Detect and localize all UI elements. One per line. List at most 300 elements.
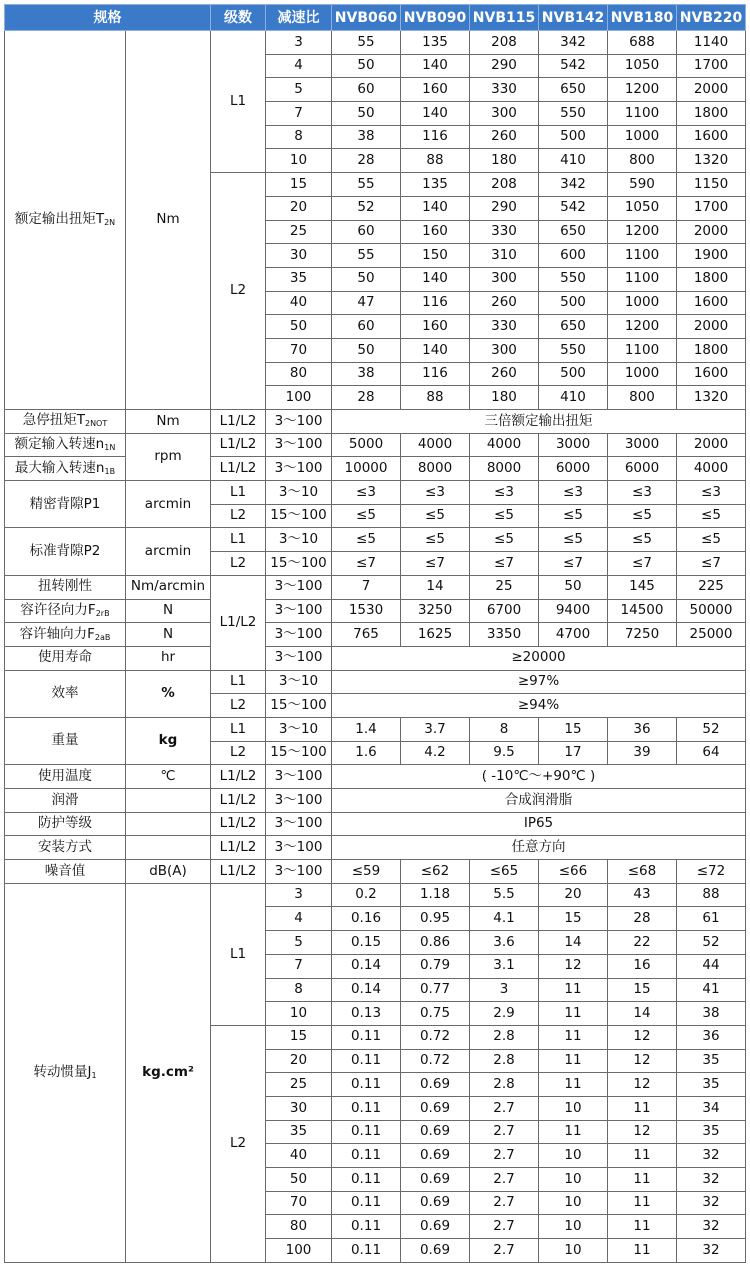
value-cell bbox=[401, 1120, 470, 1144]
value-cell bbox=[608, 220, 677, 244]
value-cell-text: 0.15 bbox=[350, 933, 382, 950]
value-cell-text: 0.69 bbox=[419, 1217, 451, 1234]
value-cell bbox=[539, 481, 608, 505]
value-cell-text: 135 bbox=[422, 175, 448, 192]
value-cell bbox=[677, 457, 746, 481]
value-cell bbox=[470, 1073, 539, 1097]
ratio-cell-text: 15～100 bbox=[270, 507, 327, 524]
value-cell-text: 2.7 bbox=[493, 1194, 515, 1211]
stage-cell-text: L1 bbox=[229, 945, 247, 962]
table-row bbox=[5, 765, 746, 789]
ratio-cell-text: 15 bbox=[289, 1028, 308, 1045]
value-cell-text: 290 bbox=[491, 199, 517, 216]
value-cell-text: 0.72 bbox=[419, 1028, 451, 1045]
subscript: 2aB bbox=[94, 632, 111, 642]
value-cell-text: 11 bbox=[564, 1028, 582, 1045]
value-cell-text: 0.69 bbox=[419, 1146, 451, 1163]
value-cell bbox=[677, 575, 746, 599]
value-cell bbox=[677, 338, 746, 362]
value-cell-text: 1000 bbox=[624, 128, 660, 145]
value-cell-text: 55 bbox=[357, 246, 375, 263]
value-cell-text: 410 bbox=[560, 388, 586, 405]
value-cell-text: 43 bbox=[633, 886, 651, 903]
value-cell bbox=[539, 291, 608, 315]
value-cell-text: ≤7 bbox=[425, 554, 445, 571]
value-cell bbox=[401, 552, 470, 576]
weight-label-text: 重量 bbox=[51, 732, 79, 749]
ratio-cell bbox=[266, 860, 332, 884]
ratio-cell bbox=[266, 931, 332, 955]
ratio-cell-text: 25 bbox=[289, 223, 308, 240]
value-cell bbox=[677, 291, 746, 315]
ratio-cell bbox=[266, 528, 332, 552]
value-cell bbox=[332, 860, 401, 884]
value-cell bbox=[539, 338, 608, 362]
stage-cell bbox=[211, 670, 266, 694]
ratio-cell bbox=[266, 907, 332, 931]
value-cell bbox=[539, 1191, 608, 1215]
stage-cell-text: L1/L2 bbox=[219, 412, 257, 429]
value-cell bbox=[401, 244, 470, 268]
stage-cell-text: L2 bbox=[229, 696, 247, 713]
ratio-cell bbox=[266, 599, 332, 623]
value-cell-text: 1100 bbox=[624, 341, 660, 358]
value-cell bbox=[401, 504, 470, 528]
stage-cell-text: L1/L2 bbox=[219, 436, 257, 453]
value-cell-text: 2.7 bbox=[493, 1170, 515, 1187]
value-cell-text: ≤65 bbox=[489, 862, 519, 879]
value-cell bbox=[332, 552, 401, 576]
stage-cell-text: L1 bbox=[229, 720, 247, 737]
value-cell bbox=[608, 1239, 677, 1263]
value-cell-text: 22 bbox=[633, 933, 651, 950]
estop-label-text: 急停扭矩T bbox=[22, 412, 85, 429]
table-row bbox=[5, 883, 746, 907]
ratio-cell-text: 4 bbox=[294, 57, 303, 74]
value-cell-text: 25 bbox=[495, 578, 513, 595]
stage-cell-text: L2 bbox=[229, 282, 247, 299]
value-cell bbox=[608, 31, 677, 55]
value-cell bbox=[332, 220, 401, 244]
value-cell bbox=[539, 267, 608, 291]
ratio-cell bbox=[266, 1002, 332, 1026]
axial-label bbox=[5, 623, 126, 647]
value-cell bbox=[470, 125, 539, 149]
value-cell bbox=[401, 149, 470, 173]
header-model: NVB060 bbox=[332, 5, 401, 31]
value-cell-text: 1.6 bbox=[355, 744, 377, 761]
value-cell-text: 116 bbox=[422, 294, 448, 311]
ratio-cell-text: 35 bbox=[289, 270, 308, 287]
value-cell-text: 4000 bbox=[417, 436, 453, 453]
value-cell bbox=[539, 504, 608, 528]
value-cell bbox=[470, 1239, 539, 1263]
value-cell-text: 116 bbox=[422, 128, 448, 145]
value-cell-text: ≤3 bbox=[701, 483, 721, 500]
value-cell bbox=[608, 1096, 677, 1120]
ratio-cell-text: 3 bbox=[294, 33, 303, 50]
ratio-cell-text: 15 bbox=[289, 175, 308, 192]
value-cell-text: 2.9 bbox=[493, 1004, 515, 1021]
value-cell bbox=[608, 149, 677, 173]
value-cell bbox=[677, 1049, 746, 1073]
max-speed-label bbox=[5, 457, 126, 481]
value-cell-text: 160 bbox=[422, 317, 448, 334]
value-cell-text: 0.14 bbox=[350, 981, 382, 998]
ratio-cell-text: 3～100 bbox=[274, 649, 323, 666]
value-cell-text: 1600 bbox=[693, 365, 729, 382]
value-cell-text: ≤3 bbox=[632, 483, 652, 500]
value-cell-text: 0.69 bbox=[419, 1099, 451, 1116]
ratio-cell bbox=[266, 1025, 332, 1049]
value-cell bbox=[608, 244, 677, 268]
stage-cell bbox=[211, 575, 266, 670]
value-cell-text: 0.11 bbox=[350, 1217, 382, 1234]
value-cell bbox=[539, 1049, 608, 1073]
value-cell bbox=[470, 1144, 539, 1168]
value-cell-text: 36 bbox=[633, 720, 651, 737]
value-cell bbox=[470, 31, 539, 55]
value-cell bbox=[401, 362, 470, 386]
mount-unit bbox=[126, 836, 211, 860]
value-cell bbox=[401, 978, 470, 1002]
value-cell-text: 1050 bbox=[624, 199, 660, 216]
table-row bbox=[5, 481, 746, 505]
value-cell bbox=[401, 54, 470, 78]
value-cell-text: 0.11 bbox=[350, 1052, 382, 1069]
value-cell-text: ≤7 bbox=[563, 554, 583, 571]
value-cell-text: ≤7 bbox=[494, 554, 514, 571]
value-cell bbox=[401, 575, 470, 599]
value-cell bbox=[470, 1002, 539, 1026]
value-cell-text: 2.8 bbox=[493, 1028, 515, 1045]
value-cell bbox=[608, 623, 677, 647]
backlash_p1-unit-text: arcmin bbox=[144, 495, 192, 512]
value-cell bbox=[470, 528, 539, 552]
value-cell bbox=[332, 338, 401, 362]
value-cell bbox=[608, 741, 677, 765]
value-cell bbox=[401, 717, 470, 741]
ratio-cell-text: 70 bbox=[289, 1194, 308, 1211]
value-cell bbox=[470, 575, 539, 599]
ratio-cell bbox=[266, 623, 332, 647]
ratio-cell bbox=[266, 457, 332, 481]
value-cell-text: 10 bbox=[564, 1170, 582, 1187]
table-row bbox=[5, 860, 746, 884]
ratio-cell-text: 5 bbox=[294, 80, 303, 97]
value-cell bbox=[677, 1191, 746, 1215]
value-cell bbox=[470, 433, 539, 457]
value-cell-text: 0.11 bbox=[350, 1146, 382, 1163]
value-cell-text: 38 bbox=[702, 1004, 720, 1021]
value-cell bbox=[470, 457, 539, 481]
lube-label bbox=[5, 789, 126, 813]
ratio-cell-text: 3～100 bbox=[274, 767, 323, 784]
value-cell-text: 0.11 bbox=[350, 1028, 382, 1045]
ratio-cell-text: 8 bbox=[294, 128, 303, 145]
value-cell-text: 2.7 bbox=[493, 1241, 515, 1258]
value-cell-text: 7250 bbox=[624, 625, 660, 642]
value-cell bbox=[539, 54, 608, 78]
ratio-cell bbox=[266, 149, 332, 173]
table-row bbox=[5, 812, 746, 836]
merged-value-cell-text: 合成润滑脂 bbox=[504, 791, 573, 808]
value-cell-text: 12 bbox=[633, 1028, 651, 1045]
ratio-cell bbox=[266, 717, 332, 741]
value-cell bbox=[401, 883, 470, 907]
ratio-cell-text: 15～100 bbox=[270, 744, 327, 761]
value-cell bbox=[677, 954, 746, 978]
table-row bbox=[5, 670, 746, 694]
value-cell-text: 590 bbox=[629, 175, 655, 192]
value-cell-text: 0.14 bbox=[350, 957, 382, 974]
value-cell-text: 14500 bbox=[620, 602, 664, 619]
value-cell-text: 10 bbox=[564, 1099, 582, 1116]
ratio-cell-text: 30 bbox=[289, 1099, 308, 1116]
value-cell bbox=[332, 173, 401, 197]
value-cell bbox=[401, 102, 470, 126]
ratio-cell-text: 5 bbox=[294, 933, 303, 950]
stage-cell-text: L1/L2 bbox=[219, 838, 257, 855]
value-cell bbox=[608, 386, 677, 410]
value-cell-text: 1320 bbox=[693, 152, 729, 169]
merged-value-cell-text: ≥97% bbox=[517, 673, 560, 690]
value-cell-text: 550 bbox=[560, 341, 586, 358]
value-cell bbox=[332, 315, 401, 339]
ratio-cell bbox=[266, 812, 332, 836]
value-cell-text: 1625 bbox=[417, 625, 453, 642]
value-cell bbox=[470, 315, 539, 339]
value-cell-text: 15 bbox=[564, 910, 582, 927]
value-cell-text: 310 bbox=[491, 246, 517, 263]
ratio-cell bbox=[266, 315, 332, 339]
value-cell-text: 0.86 bbox=[419, 933, 451, 950]
ratio-cell-text: 10 bbox=[289, 1004, 308, 1021]
stage-cell bbox=[211, 860, 266, 884]
estop-label bbox=[5, 410, 126, 434]
value-cell bbox=[401, 125, 470, 149]
value-cell bbox=[608, 1215, 677, 1239]
value-cell bbox=[539, 1002, 608, 1026]
stage-cell-text: L2 bbox=[229, 744, 247, 761]
ratio-cell bbox=[266, 220, 332, 244]
weight-unit-text: kg bbox=[158, 732, 178, 749]
mount-label bbox=[5, 836, 126, 860]
value-cell bbox=[539, 1168, 608, 1192]
value-cell-text: 6000 bbox=[624, 459, 660, 476]
value-cell bbox=[608, 717, 677, 741]
value-cell bbox=[332, 481, 401, 505]
value-cell bbox=[608, 1049, 677, 1073]
value-cell-text: ≤7 bbox=[632, 554, 652, 571]
value-cell-text: ≤3 bbox=[425, 483, 445, 500]
value-cell bbox=[608, 1120, 677, 1144]
value-cell-text: 300 bbox=[491, 270, 517, 287]
value-cell-text: 1800 bbox=[693, 341, 729, 358]
value-cell bbox=[470, 149, 539, 173]
ratio-cell-text: 3～10 bbox=[278, 720, 319, 737]
value-cell-text: 208 bbox=[491, 33, 517, 50]
header-row bbox=[5, 5, 746, 31]
stage-cell bbox=[211, 173, 266, 410]
ratio-cell bbox=[266, 244, 332, 268]
value-cell-text: 3 bbox=[499, 981, 509, 998]
value-cell-text: 140 bbox=[422, 341, 448, 358]
value-cell bbox=[470, 220, 539, 244]
stage-cell-text: L1/L2 bbox=[219, 767, 257, 784]
value-cell-text: 52 bbox=[357, 199, 375, 216]
value-cell bbox=[401, 196, 470, 220]
ratio-cell-text: 10 bbox=[289, 152, 308, 169]
value-cell-text: 800 bbox=[629, 152, 655, 169]
value-cell bbox=[470, 623, 539, 647]
value-cell bbox=[539, 196, 608, 220]
efficiency-label-text: 效率 bbox=[51, 685, 79, 701]
value-cell-text: 1050 bbox=[624, 57, 660, 74]
value-cell-text: 4700 bbox=[555, 625, 591, 642]
value-cell-text: 35 bbox=[702, 1052, 720, 1069]
value-cell-text: 8000 bbox=[486, 459, 522, 476]
ratio-cell-text: 20 bbox=[289, 1052, 308, 1069]
ratio-cell bbox=[266, 125, 332, 149]
ratio-cell bbox=[266, 196, 332, 220]
value-cell bbox=[401, 267, 470, 291]
value-cell bbox=[677, 599, 746, 623]
value-cell-text: 50 bbox=[564, 578, 582, 595]
value-cell bbox=[332, 931, 401, 955]
value-cell bbox=[470, 244, 539, 268]
stage-cell bbox=[211, 883, 266, 1025]
spec-table bbox=[4, 4, 746, 1263]
ratio-cell-text: 3～100 bbox=[274, 791, 323, 808]
stage-cell bbox=[211, 717, 266, 741]
stage-cell bbox=[211, 31, 266, 173]
value-cell-text: 2.7 bbox=[493, 1217, 515, 1234]
value-cell bbox=[332, 78, 401, 102]
value-cell bbox=[608, 78, 677, 102]
merged-value-cell-text: ( -10℃～+90℃ ) bbox=[481, 767, 596, 784]
value-cell-text: 10 bbox=[564, 1194, 582, 1211]
value-cell bbox=[608, 907, 677, 931]
value-cell bbox=[470, 741, 539, 765]
ratio-cell bbox=[266, 765, 332, 789]
value-cell-text: ≤5 bbox=[563, 507, 583, 524]
value-cell-text: 28 bbox=[357, 152, 375, 169]
temp-label bbox=[5, 765, 126, 789]
table-row bbox=[5, 789, 746, 813]
stage-cell bbox=[211, 433, 266, 457]
value-cell bbox=[677, 1096, 746, 1120]
value-cell-text: 36 bbox=[702, 1028, 720, 1045]
value-cell bbox=[677, 504, 746, 528]
value-cell-text: 2000 bbox=[693, 223, 729, 240]
value-cell-text: 14 bbox=[633, 1004, 651, 1021]
merged-value-cell bbox=[332, 410, 746, 434]
stage-cell-text: L1 bbox=[229, 531, 247, 548]
value-cell bbox=[539, 931, 608, 955]
value-cell bbox=[401, 31, 470, 55]
value-cell-text: ≤5 bbox=[494, 531, 514, 548]
value-cell-text: ≤5 bbox=[632, 507, 652, 524]
value-cell-text: 542 bbox=[560, 199, 586, 216]
ratio-cell-text: 3～100 bbox=[274, 602, 323, 619]
value-cell bbox=[470, 78, 539, 102]
value-cell-text: 1200 bbox=[624, 223, 660, 240]
value-cell bbox=[677, 78, 746, 102]
value-cell bbox=[332, 623, 401, 647]
ratio-cell-text: 20 bbox=[289, 199, 308, 216]
value-cell bbox=[470, 54, 539, 78]
value-cell-text: 500 bbox=[560, 294, 586, 311]
ratio-cell bbox=[266, 978, 332, 1002]
value-cell-text: 3350 bbox=[486, 625, 522, 642]
value-cell bbox=[677, 31, 746, 55]
stiffness-label bbox=[5, 575, 126, 599]
value-cell-text: 34 bbox=[702, 1099, 720, 1116]
value-cell bbox=[677, 717, 746, 741]
header-model: NVB220 bbox=[677, 5, 746, 31]
stage-cell-text: L1/L2 bbox=[219, 815, 257, 832]
stage-cell bbox=[211, 481, 266, 505]
ratio-cell bbox=[266, 694, 332, 718]
subscript: 2NOT bbox=[84, 419, 108, 429]
value-cell-text: 0.72 bbox=[419, 1052, 451, 1069]
value-cell-text: 12 bbox=[564, 957, 582, 974]
ratio-cell bbox=[266, 54, 332, 78]
value-cell bbox=[608, 978, 677, 1002]
value-cell-text: 88 bbox=[702, 886, 720, 903]
ratio-cell-text: 3～100 bbox=[274, 436, 323, 453]
noise-unit bbox=[126, 860, 211, 884]
inertia-unit-text: kg.cm² bbox=[142, 1064, 194, 1080]
value-cell-text: 145 bbox=[629, 578, 655, 595]
lube-unit bbox=[126, 789, 211, 813]
inertia-label bbox=[5, 883, 126, 1262]
table-row bbox=[5, 599, 746, 623]
value-cell-text: ≤66 bbox=[558, 862, 588, 879]
value-cell bbox=[539, 552, 608, 576]
ratio-cell-text: 3 bbox=[294, 886, 303, 903]
value-cell bbox=[539, 528, 608, 552]
value-cell-text: ≤68 bbox=[627, 862, 657, 879]
stage-cell-text: L2 bbox=[229, 507, 247, 524]
table-row bbox=[5, 457, 746, 481]
value-cell-text: 60 bbox=[357, 223, 375, 240]
value-cell bbox=[608, 196, 677, 220]
subscript: 2N bbox=[104, 218, 116, 227]
backlash_p2-label bbox=[5, 528, 126, 575]
value-cell bbox=[332, 1215, 401, 1239]
value-cell bbox=[401, 481, 470, 505]
value-cell-text: 2.8 bbox=[493, 1052, 515, 1069]
value-cell bbox=[539, 741, 608, 765]
value-cell-text: 3.1 bbox=[493, 957, 515, 974]
value-cell-text: 0.11 bbox=[350, 1170, 382, 1187]
value-cell bbox=[539, 78, 608, 102]
radial-label bbox=[5, 599, 126, 623]
value-cell bbox=[470, 1025, 539, 1049]
value-cell-text: 260 bbox=[491, 128, 517, 145]
value-cell-text: 1600 bbox=[693, 294, 729, 311]
stage-cell bbox=[211, 410, 266, 434]
weight-unit bbox=[126, 717, 211, 764]
merged-value-cell bbox=[332, 836, 746, 860]
stage-cell bbox=[211, 528, 266, 552]
value-cell bbox=[608, 338, 677, 362]
value-cell-text: 9.5 bbox=[493, 744, 515, 761]
ratio-cell-text: 3～10 bbox=[278, 483, 319, 500]
value-cell-text: 342 bbox=[560, 33, 586, 50]
